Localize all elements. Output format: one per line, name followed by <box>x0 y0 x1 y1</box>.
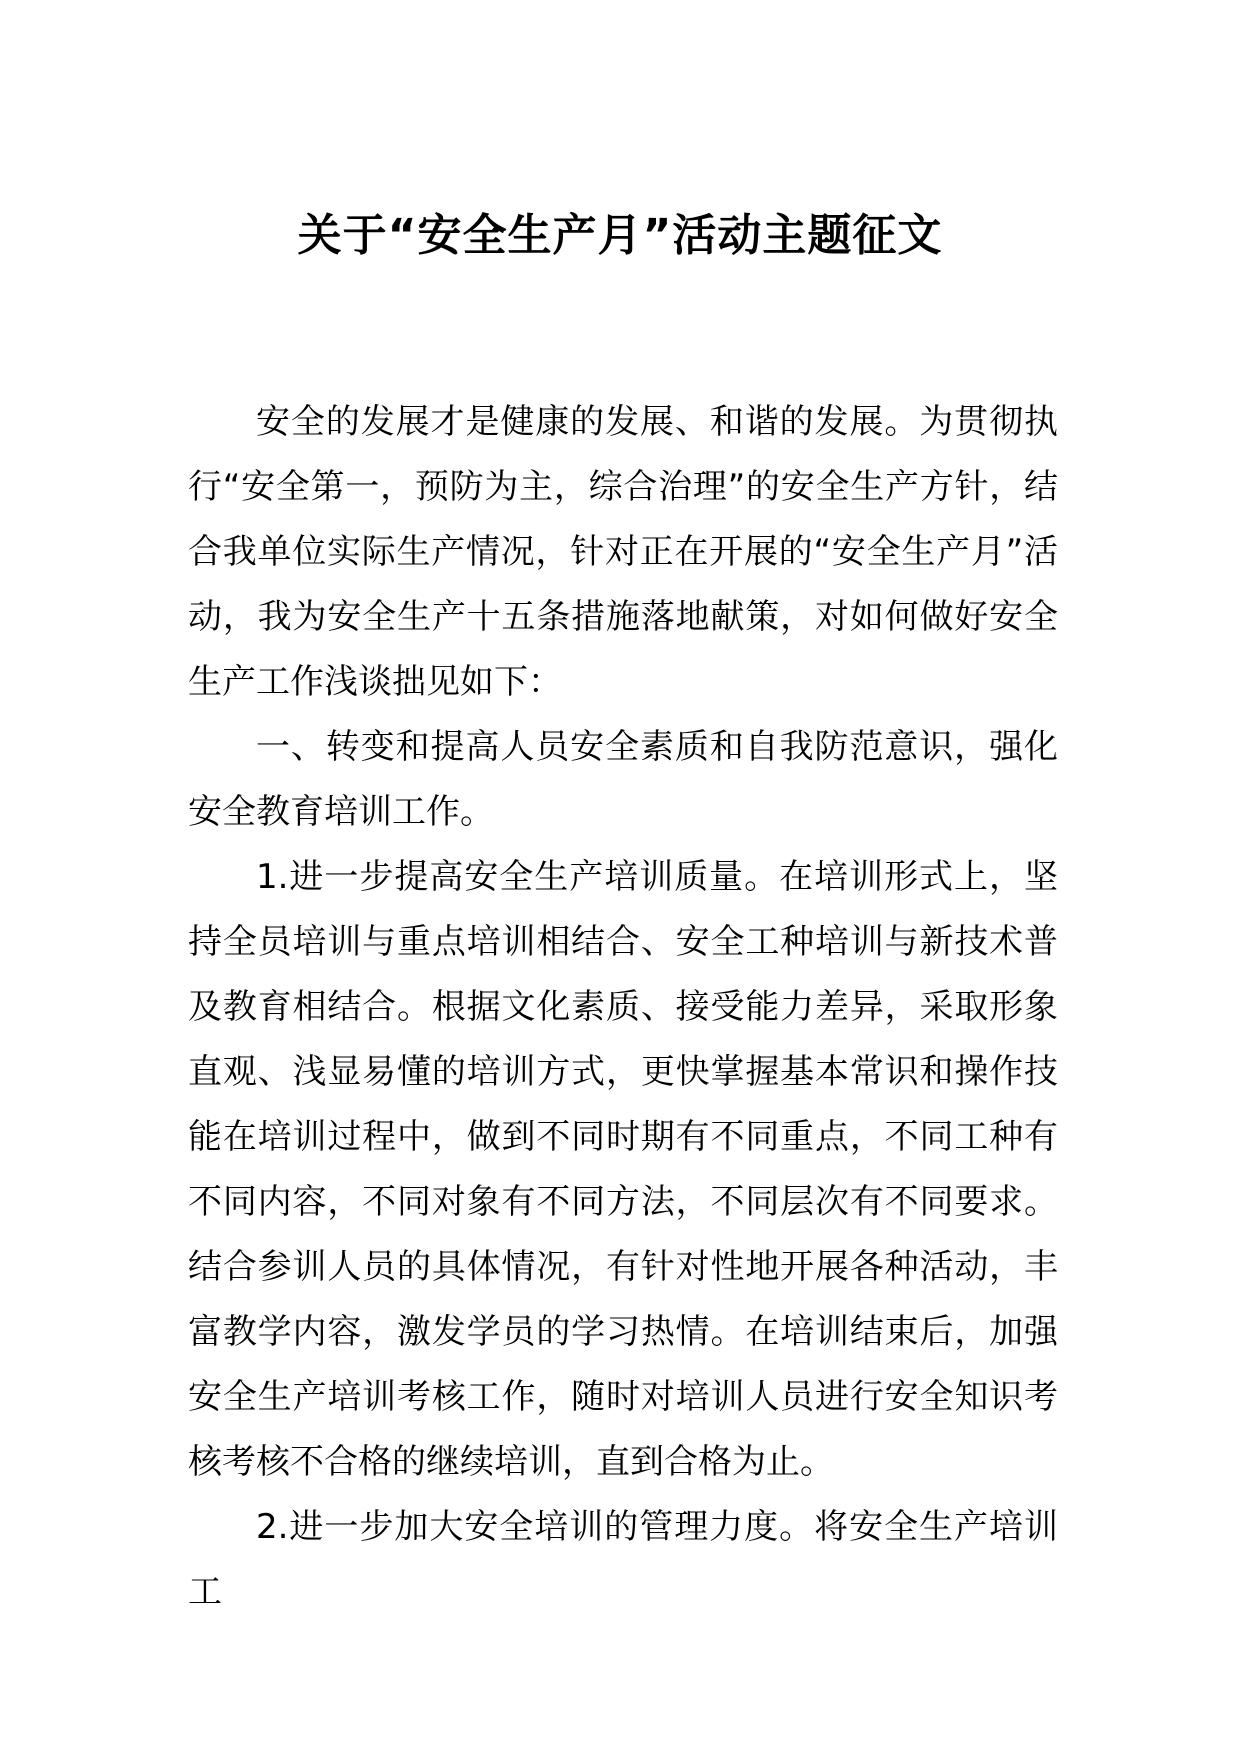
paragraph-section-one-heading: 一、转变和提高人员安全素质和自我防范意识，强化安全教育培训工作。 <box>188 727 1058 832</box>
document-body <box>188 390 1058 1625</box>
document-title: 关于“安全生产月”活动主题征文 <box>297 210 943 261</box>
paragraph-item-1: 1.进一步提高安全生产培训质量。在培训形式上，坚持全员培训与重点培训相结合、安全工种培训与新技术普及教育相结合。根据文化素质、接受能力差异，采取形象直观、浅显易懂的培训方式，更快掌握基本常识和操作技能在培训过程中，做到不同时期有不同重点，不同工种有不同内容，不同对象有不同方法，不同层次有不同要求。结合参训人员的具体情况，有针对性地开展各种活动，丰富教学内容，激发学员的学习热情。在培训结束后，加强安全生产培训考核工作，随时对培训人员进行安全知识考核考核不合格的继续培训，直到合格为止。 <box>188 857 1058 1482</box>
paragraph-item-2: 2.进一步加大安全培训的管理力度。将安全生产培训工 <box>188 1507 1058 1612</box>
paragraph-intro: 安全的发展才是健康的发展、和谐的发展。为贯彻执行“安全第一，预防为主，综合治理”的安全生产方针，结合我单位实际生产情况，针对正在开展的“安全生产月”活动，我为安全生产十五条措施落地献策，对如何做好安全生产工作浅谈拙见如下： <box>188 402 1058 702</box>
